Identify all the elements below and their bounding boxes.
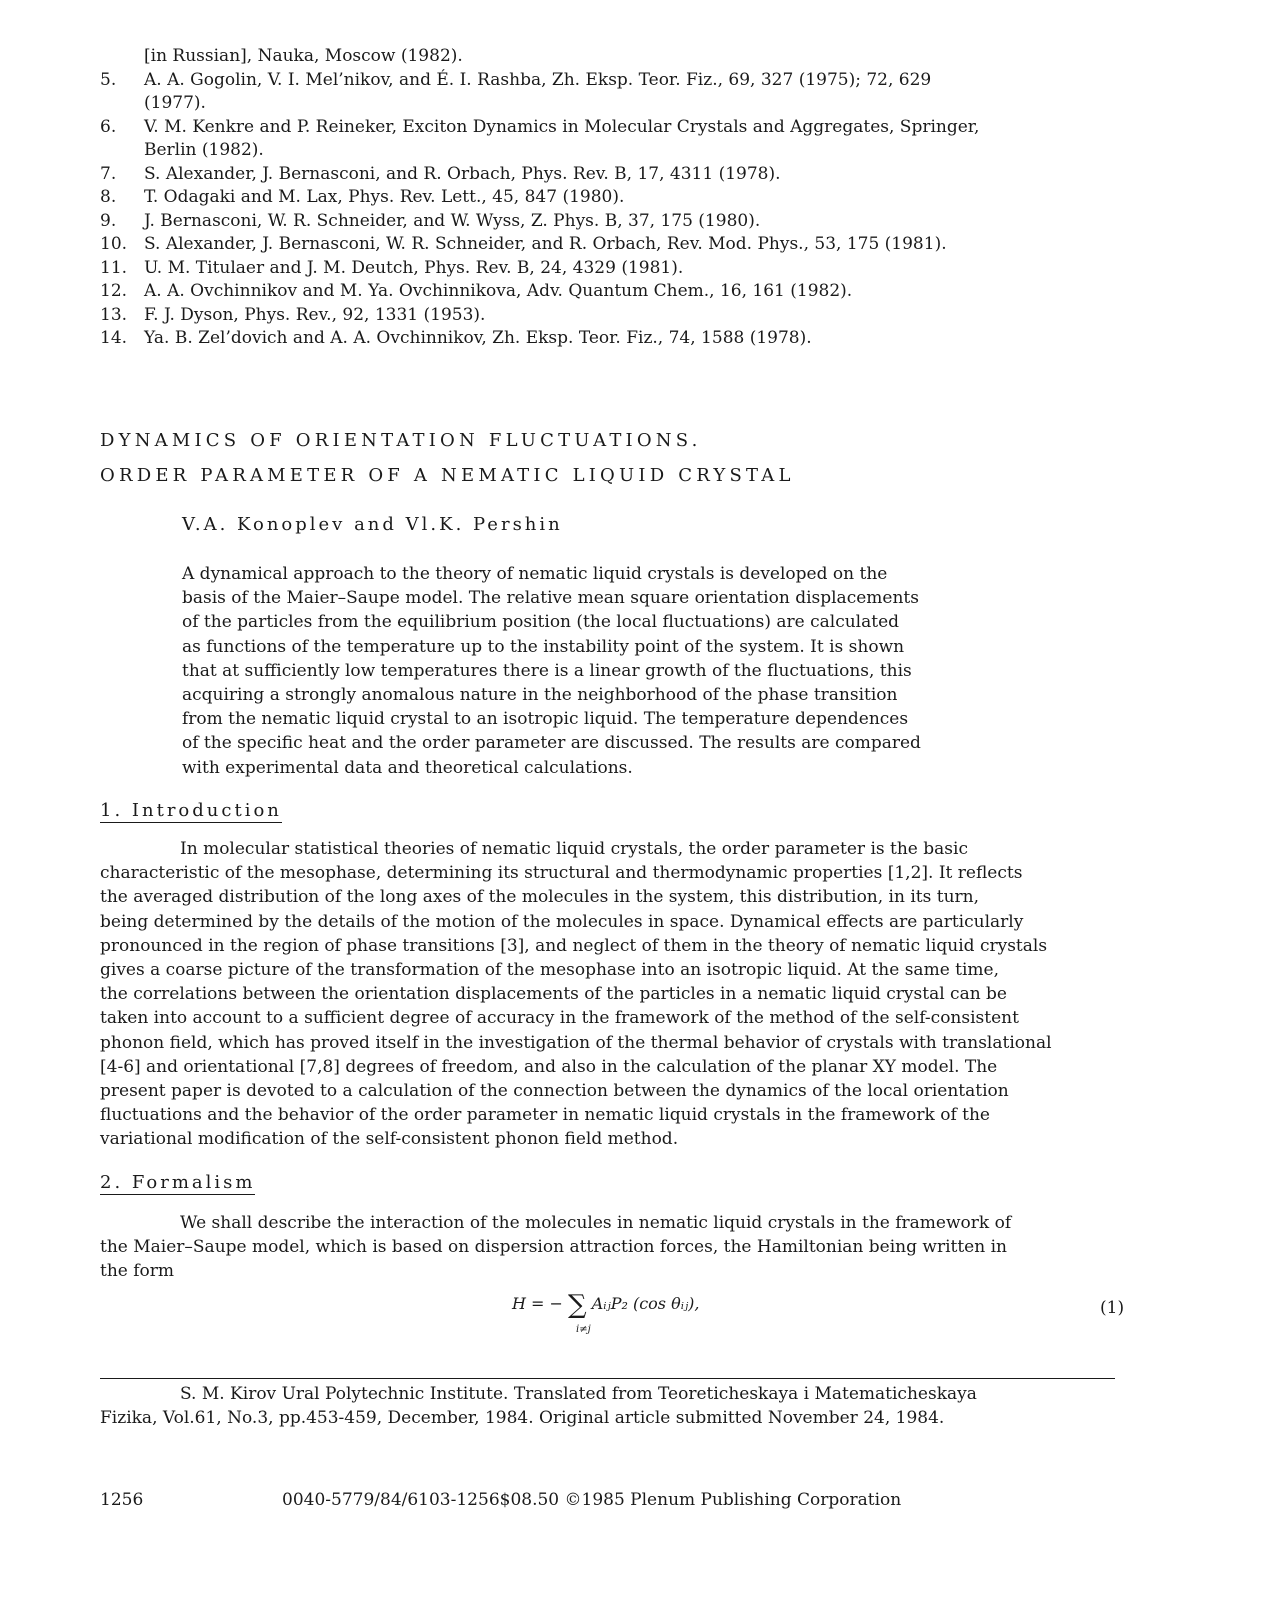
- paragraph-line: present paper is devoted to a calculation of the connection between the dynamics of the local orientation: [100, 1081, 1009, 1102]
- paragraph-line: the correlations between the orientation displacements of the particles in a nematic liquid crystal can be: [100, 984, 1007, 1005]
- reference-continuation: Berlin (1982).: [144, 140, 264, 160]
- reference-number: 11.: [100, 257, 128, 278]
- abstract-line: from the nematic liquid crystal to an isotropic liquid. The temperature dependences: [182, 709, 909, 730]
- reference-continuation: (1977).: [144, 93, 206, 113]
- footnote-divider: [100, 1378, 1115, 1379]
- reference-item: [100, 210, 1160, 234]
- hamiltonian-equation: [512, 1290, 700, 1335]
- reference-number: 8.: [100, 187, 117, 207]
- paragraph-line: characteristic of the mesophase, determining its structural and thermodynamic properties [1,2]. It reflects: [100, 863, 1023, 884]
- reference-number: 6.: [100, 116, 117, 137]
- page-number: 1256: [100, 1490, 144, 1510]
- article-authors: V.A. Konoplev and Vl.K. Pershin: [182, 514, 563, 535]
- footnote-line: S. M. Kirov Ural Polytechnic Institute. Translated from Teoreticheskaya i Matematicheskaya: [180, 1384, 977, 1404]
- reference-item: [100, 186, 1160, 210]
- reference-text: S. Alexander, J. Bernasconi, W. R. Schneider, and R. Orbach, Rev. Mod. Phys., 53, 175 (1981).: [144, 234, 947, 254]
- reference-number: 13.: [100, 304, 128, 325]
- reference-item: [100, 304, 1160, 328]
- paragraph-line: phonon field, which has proved itself in the investigation of the thermal behavior of crystals with translational: [100, 1032, 1052, 1053]
- paragraph-line: [4-6] and orientational [7,8] degrees of freedom, and also in the calculation of the planar XY model. The: [100, 1056, 998, 1077]
- paragraph-line: the Maier–Saupe model, which is based on dispersion attraction forces, the Hamiltonian being written in: [100, 1237, 1007, 1258]
- paragraph-line: the form: [100, 1261, 175, 1282]
- paragraph-line: the averaged distribution of the long axes of the molecules in the system, this distribution, in its turn,: [100, 887, 980, 908]
- reference-text: U. M. Titulaer and J. M. Deutch, Phys. Rev. B, 24, 4329 (1981).: [144, 257, 684, 278]
- abstract-line: as functions of the temperature up to the instability point of the system. It is shown: [182, 636, 905, 657]
- reference-number: 9.: [100, 210, 117, 231]
- reference-text: A. A. Gogolin, V. I. Mel’nikov, and É. I. Rashba, Zh. Eksp. Teor. Fiz., 69, 327 (1975); 72, 629: [144, 69, 932, 90]
- reference-item: [100, 116, 1160, 140]
- reference-item: [100, 233, 1160, 257]
- section-heading-introduction: 1. Introduction: [100, 800, 282, 821]
- reference-list: [100, 45, 1160, 351]
- paragraph-line: gives a coarse picture of the transformation of the mesophase into an isotropic liquid. At the same time,: [100, 960, 1000, 981]
- paragraph-line: We shall describe the interaction of the molecules in nematic liquid crystals in the framework of: [180, 1213, 1012, 1233]
- article-title-line-2: ORDER PARAMETER OF A NEMATIC LIQUID CRYSTAL: [100, 465, 795, 486]
- abstract: [182, 562, 1012, 780]
- abstract-line: basis of the Maier–Saupe model. The relative mean square orientation displacements: [182, 588, 919, 609]
- abstract-line: acquiring a strongly anomalous nature in the neighborhood of the phase transition: [182, 685, 898, 706]
- reference-text: J. Bernasconi, W. R. Schneider, and W. Wyss, Z. Phys. B, 37, 175 (1980).: [144, 210, 761, 231]
- publisher-code: 0040-5779/84/6103-1256$08.50 ©1985 Plenum Publishing Corporation: [282, 1490, 902, 1510]
- paragraph-line: In molecular statistical theories of nematic liquid crystals, the order parameter is the basic: [180, 839, 968, 859]
- abstract-line: of the particles from the equilibrium position (the local fluctuations) are calculated: [182, 612, 900, 633]
- reference-text: Ya. B. Zel’dovich and A. A. Ovchinnikov, Zh. Eksp. Teor. Fiz., 74, 1588 (1978).: [144, 328, 812, 348]
- equation-rhs: AᵢⱼP₂ (cos θᵢⱼ),: [591, 1294, 700, 1313]
- reference-number: 12.: [100, 281, 128, 301]
- paragraph-line: pronounced in the region of phase transitions [3], and neglect of them in the theory of nematic liquid crystals: [100, 935, 1048, 956]
- reference-number: 7.: [100, 163, 117, 184]
- reference-text: A. A. Ovchinnikov and M. Ya. Ovchinnikova, Adv. Quantum Chem., 16, 161 (1982).: [144, 281, 853, 301]
- summation-index: i≠j: [576, 1324, 591, 1335]
- formalism-paragraph: [100, 1211, 1130, 1284]
- reference-item: [100, 45, 1160, 69]
- paragraph-line: taken into account to a sufficient degree of accuracy in the framework of the method of the self-consistent: [100, 1008, 1019, 1029]
- reference-text: [in Russian], Nauka, Moscow (1982).: [144, 46, 463, 66]
- reference-item: [100, 163, 1160, 187]
- introduction-paragraph: [100, 837, 1130, 1152]
- reference-number: [100, 45, 144, 69]
- paragraph-line: fluctuations and the behavior of the order parameter in nematic liquid crystals in the framework of the: [100, 1105, 990, 1126]
- abstract-line: A dynamical approach to the theory of nematic liquid crystals is developed on the: [182, 564, 888, 584]
- abstract-line: that at sufficiently low temperatures there is a linear growth of the fluctuations, this: [182, 660, 912, 681]
- paragraph-line: variational modification of the self-consistent phonon field method.: [100, 1129, 679, 1150]
- reference-text: T. Odagaki and M. Lax, Phys. Rev. Lett., 45, 847 (1980).: [144, 187, 625, 207]
- reference-item: [100, 257, 1160, 281]
- section-heading-formalism: 2. Formalism: [100, 1172, 256, 1193]
- reference-number: 5.: [100, 69, 117, 90]
- footnote: [100, 1382, 1130, 1430]
- reference-text: V. M. Kenkre and P. Reineker, Exciton Dynamics in Molecular Crystals and Aggregates, Springer,: [144, 116, 980, 137]
- equation-number: (1): [1100, 1298, 1125, 1318]
- abstract-line: of the specific heat and the order parameter are discussed. The results are compared: [182, 733, 921, 754]
- abstract-line: with experimental data and theoretical calculations.: [182, 757, 633, 778]
- equation-lhs: H = −: [512, 1294, 563, 1313]
- reference-text: S. Alexander, J. Bernasconi, and R. Orbach, Phys. Rev. B, 17, 4311 (1978).: [144, 163, 781, 184]
- reference-text: F. J. Dyson, Phys. Rev., 92, 1331 (1953).: [144, 304, 486, 325]
- article-title-line-1: DYNAMICS OF ORIENTATION FLUCTUATIONS.: [100, 430, 702, 451]
- reference-item: [100, 327, 1160, 351]
- reference-item: [100, 280, 1160, 304]
- reference-number: 10.: [100, 234, 128, 254]
- reference-item: [100, 69, 1160, 93]
- footnote-line: Fizika, Vol.61, No.3, pp.453-459, December, 1984. Original article submitted November 24, 1984.: [100, 1408, 945, 1429]
- paragraph-line: being determined by the details of the motion of the molecules in space. Dynamical effects are particularly: [100, 911, 1024, 932]
- summation-symbol: ∑: [568, 1290, 587, 1320]
- reference-number: 14.: [100, 328, 128, 348]
